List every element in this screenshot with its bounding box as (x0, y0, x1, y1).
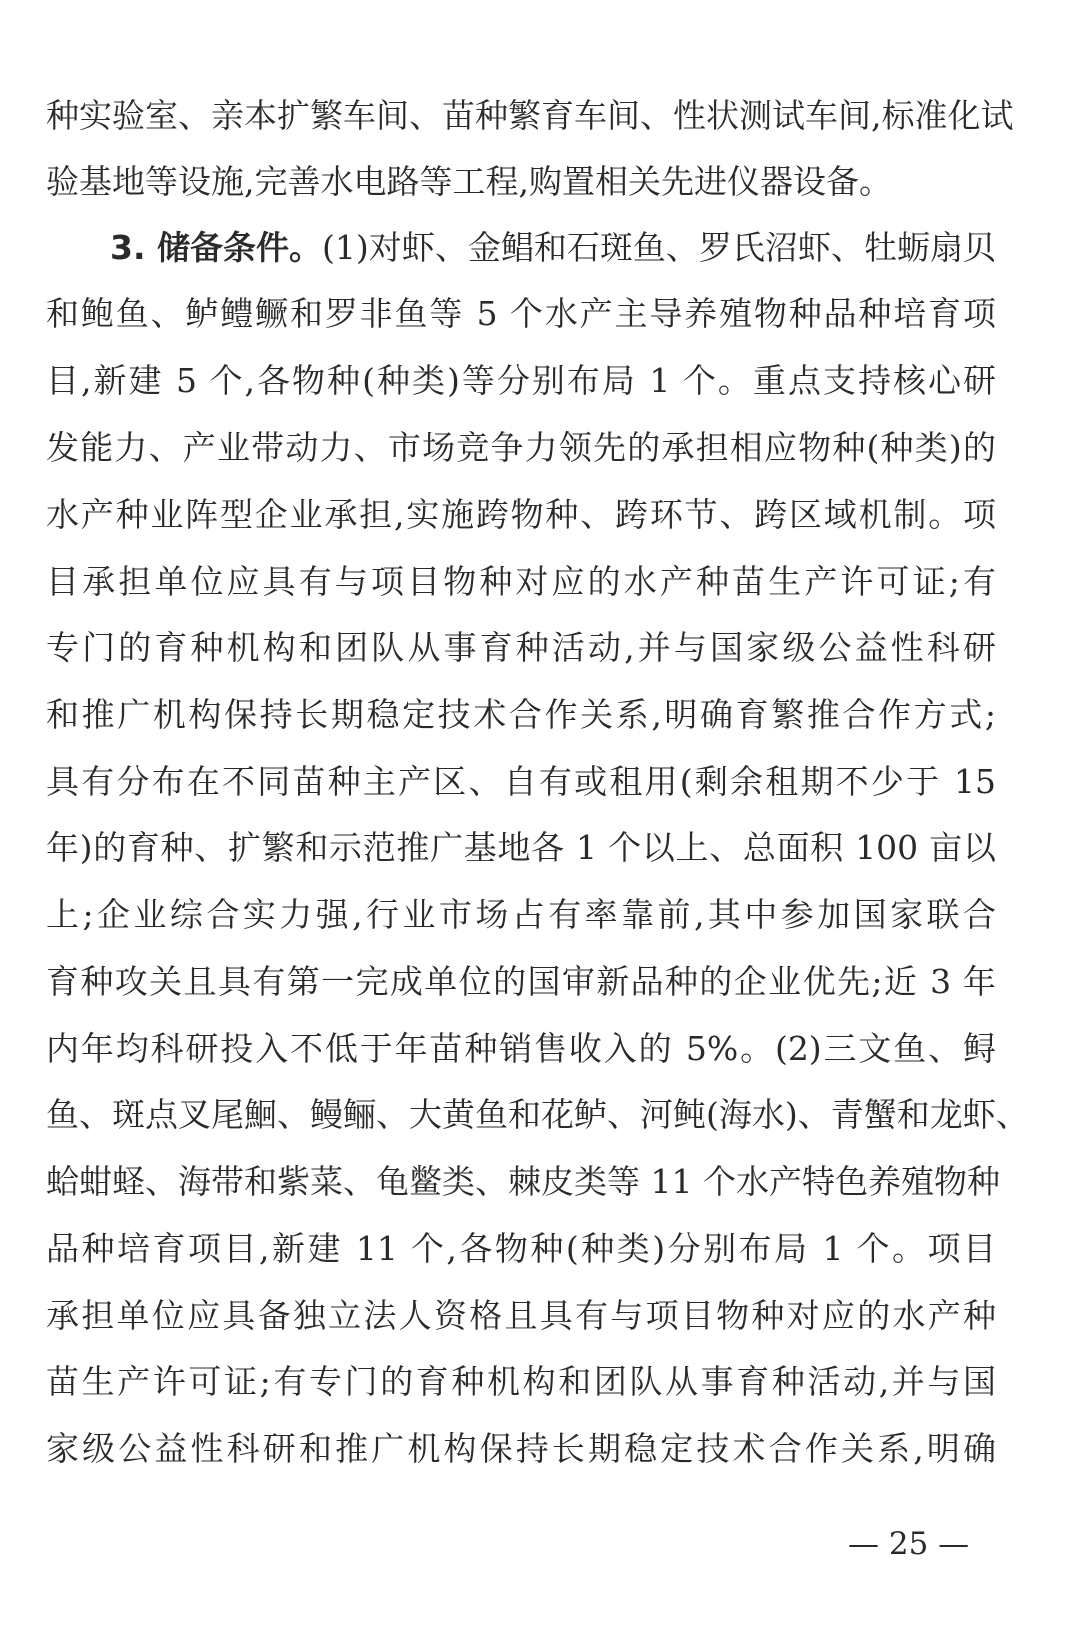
text-line: 育种攻关且具有第一完成单位的国审新品种的企业优先;近 3 年 (46, 962, 996, 1001)
text-line: 承担单位应具备独立法人资格且具有与项目物种对应的水产种 (46, 1296, 996, 1335)
text-line: 目,新建 5 个,各物种(种类)等分别布局 1 个。重点支持核心研 (46, 361, 996, 400)
text-line: 和推广机构保持长期稳定技术合作关系,明确育繁推合作方式; (46, 695, 996, 734)
section-heading: 3. 储备条件。 (110, 228, 323, 267)
text-span: (1)对虾、金鲳和石斑鱼、罗氏沼虾、牡蛎扇贝 (322, 228, 996, 267)
text-line: 年)的育种、扩繁和示范推广基地各 1 个以上、总面积 100 亩以 (46, 828, 996, 867)
text-line: 和鲍鱼、鲈鳢鳜和罗非鱼等 5 个水产主导养殖物种品种培育项 (46, 294, 996, 333)
text-line: 具有分布在不同苗种主产区、自有或租用(剩余租期不少于 15 (46, 762, 996, 801)
page-number: — 25 — (848, 1526, 970, 1562)
text-line: 种实验室、亲本扩繁车间、苗种繁育车间、性状测试车间,标准化试 (46, 96, 1014, 135)
text-line: 水产种业阵型企业承担,实施跨物种、跨环节、跨区域机制。项 (46, 495, 996, 534)
text-line: 目承担单位应具有与项目物种对应的水产种苗生产许可证;有 (46, 562, 996, 601)
text-line: 苗生产许可证;有专门的育种机构和团队从事育种活动,并与国 (46, 1362, 996, 1401)
text-line (110, 224, 996, 272)
text-line: 蛤蚶蛏、海带和紫菜、龟鳖类、棘皮类等 11 个水产特色养殖物种 (46, 1162, 1000, 1201)
text-line: 上;企业综合实力强,行业市场占有率靠前,其中参加国家联合 (46, 895, 996, 934)
text-line: 鱼、斑点叉尾鮰、鳗鲡、大黄鱼和花鲈、河鲀(海水)、青蟹和龙虾、 (46, 1095, 1029, 1134)
text-line: 验基地等设施,完善水电路等工程,购置相关先进仪器设备。 (46, 162, 892, 201)
text-line: 家级公益性科研和推广机构保持长期稳定技术合作关系,明确 (46, 1429, 996, 1468)
text-line: 专门的育种机构和团队从事育种活动,并与国家级公益性科研 (46, 628, 996, 667)
text-line: 品种培育项目,新建 11 个,各物种(种类)分别布局 1 个。项目 (46, 1229, 996, 1268)
text-line: 发能力、产业带动力、市场竞争力领先的承担相应物种(种类)的 (46, 428, 996, 467)
text-line: 内年均科研投入不低于年苗种销售收入的 5%。(2)三文鱼、鲟 (46, 1029, 996, 1068)
